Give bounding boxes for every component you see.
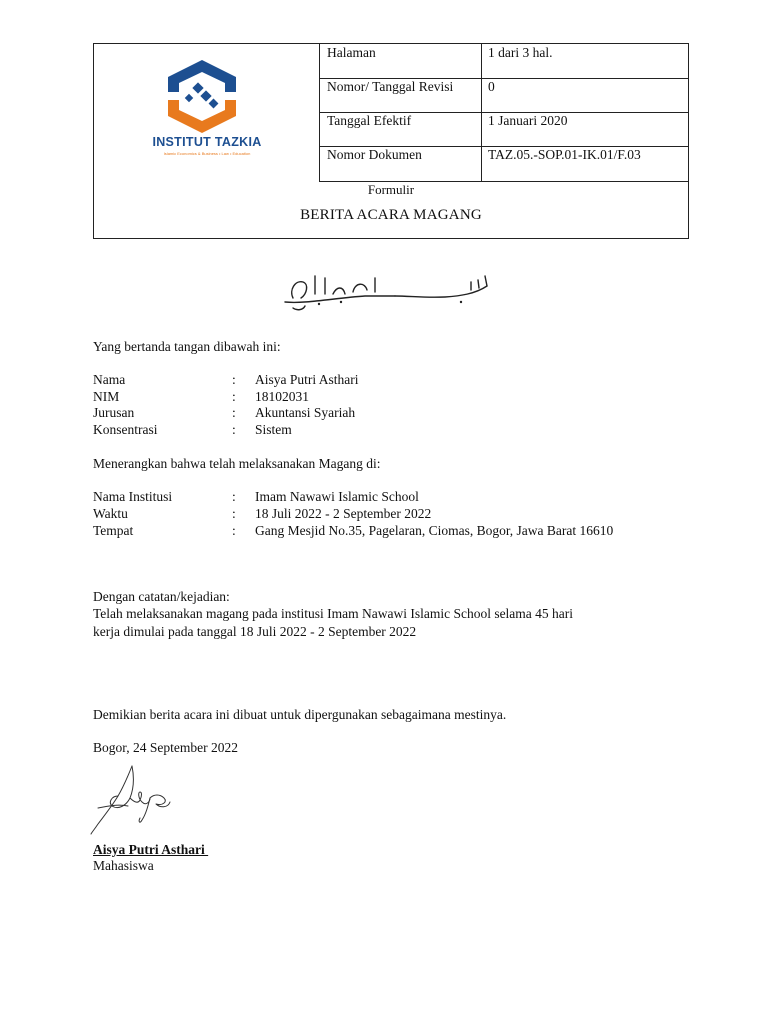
field-label-nim: NIM — [93, 389, 120, 404]
logo-cell — [94, 44, 320, 181]
field-colon: : — [232, 372, 236, 387]
meta-row-tanggal-efektif — [319, 112, 689, 147]
notes-line-2: kerja dimulai pada tanggal 18 Juli 2022 - 2 September 2022 — [93, 624, 417, 639]
field-label-konsentrasi: Konsentrasi — [93, 422, 158, 437]
page-title: BERITA ACARA MAGANG — [300, 207, 482, 223]
field-label-jurusan: Jurusan — [93, 405, 135, 420]
field-label-tempat: Tempat — [93, 523, 134, 538]
meta-label: Nomor Dokumen — [327, 147, 422, 162]
field-label-nama-institusi: Nama Institusi — [93, 489, 173, 504]
meta-label: Tanggal Efektif — [327, 113, 412, 128]
logo-emblem — [168, 60, 236, 133]
basmalah-calligraphy — [275, 268, 497, 312]
field-label-nama: Nama — [93, 372, 126, 387]
intro-text: Yang bertanda tangan dibawah ini: — [93, 339, 281, 354]
field-colon: : — [232, 523, 236, 538]
statement-text: Menerangkan bahwa telah melaksanakan Magang di: — [93, 456, 381, 471]
field-colon: : — [232, 422, 236, 437]
field-colon: : — [232, 389, 236, 404]
cell-divider — [481, 78, 482, 112]
meta-value: 1 Januari 2020 — [488, 113, 568, 128]
notes-line-1: Telah melaksanakan magang pada institusi Imam Nawawi Islamic School selama 45 hari — [93, 606, 574, 621]
document-header-table — [93, 43, 689, 239]
signatory-name: Aisya Putri Asthari — [93, 842, 209, 857]
institution-name: INSTITUT TAZKIA — [152, 135, 262, 149]
signatory-role: Mahasiswa — [93, 858, 154, 873]
field-value-jurusan: Akuntansi Syariah — [255, 405, 356, 420]
meta-row-halaman — [319, 44, 689, 79]
notes-label: Dengan catatan/kejadian: — [93, 589, 230, 604]
place-date: Bogor, 24 September 2022 — [93, 740, 238, 755]
form-type: Formulir — [367, 182, 415, 197]
field-value-nim: 18102031 — [255, 389, 309, 404]
title-area — [94, 181, 688, 239]
field-colon: : — [232, 405, 236, 420]
cell-divider — [481, 44, 482, 78]
field-value-nama-institusi: Imam Nawawi Islamic School — [255, 489, 419, 504]
meta-value: TAZ.05.-SOP.01-IK.01/F.03 — [488, 147, 641, 162]
meta-label: Nomor/ Tanggal Revisi — [327, 79, 454, 94]
closing-text: Demikian berita acara ini dibuat untuk dipergunakan sebagaimana mestinya. — [93, 707, 507, 722]
field-value-tempat: Gang Mesjid No.35, Pagelaran, Ciomas, Bogor, Jawa Barat 16610 — [255, 523, 614, 538]
field-colon: : — [232, 489, 236, 504]
field-value-konsentrasi: Sistem — [255, 422, 292, 437]
meta-value: 0 — [488, 79, 495, 94]
handwritten-signature — [88, 762, 172, 836]
cell-divider — [481, 112, 482, 146]
field-colon: : — [232, 506, 236, 521]
meta-row-revisi — [319, 78, 689, 113]
meta-label: Halaman — [327, 45, 376, 60]
institution-tagline: Islamic Economics & Business • Law • Education — [163, 151, 251, 156]
meta-value: 1 dari 3 hal. — [488, 45, 553, 60]
cell-divider — [481, 146, 482, 181]
field-value-waktu: 18 Juli 2022 - 2 September 2022 — [255, 506, 432, 521]
institut-tazkia-logo — [94, 44, 319, 181]
meta-row-nomor-dokumen — [319, 146, 689, 182]
field-value-nama: Aisya Putri Asthari — [255, 372, 359, 387]
field-label-waktu: Waktu — [93, 506, 128, 521]
